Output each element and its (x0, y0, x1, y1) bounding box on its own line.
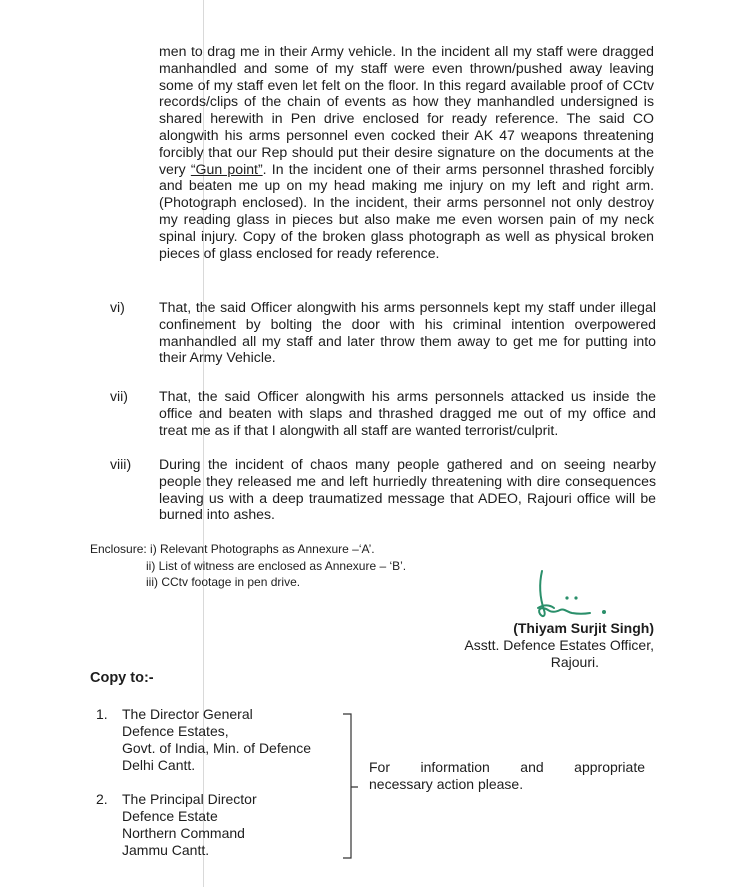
recipient-line: Govt. of India, Min. of Defence (122, 740, 312, 756)
recipient-line: The Principal Director (122, 791, 257, 807)
handwritten-signature (534, 568, 614, 620)
recipient-2 (96, 791, 356, 859)
copy-to-heading: Copy to:- (90, 670, 154, 686)
note-word: and (520, 759, 544, 775)
list-item-vii (110, 388, 656, 438)
enclosure-label: Enclosure: (90, 542, 147, 556)
enclosure-line: i) Relevant Photographs as Annexure –‘A’. (150, 542, 375, 556)
enclosure-list (90, 541, 406, 591)
recipient-number: 1. (96, 706, 108, 722)
item-number: viii) (110, 456, 132, 472)
item-number: vii) (110, 388, 129, 404)
item-text: That, the said Officer alongwith his arms personnels kept my staff under illegal confinement by bolting the door with his criminal intention overpowered manhandled all my staff and later throw them away to get me for putting into their Army Vehicle. (159, 299, 656, 366)
continuation-text-2: . In the incident one of their arms personnel thrashed forcibly and beaten me up on my head making me injury on my left and right arm. (Photograph enclosed). In the incident, their arms personnel not only destroy my reading glass in pieces but also make me even worsen pain of my neck spinal injury. Copy of the broken glass photograph as well as physical broken pieces of glass enclosed for ready reference. (159, 160, 654, 261)
item-number: vi) (110, 299, 125, 315)
continuation-paragraph (159, 43, 654, 261)
note-line: necessary action please. (369, 776, 524, 792)
curly-bracket (342, 712, 360, 862)
recipient-line: The Director General (122, 706, 253, 722)
enclosure-line: iii) CCtv footage in pen drive. (146, 575, 301, 589)
recipient-line: Northern Command (122, 825, 245, 841)
recipient-line: Defence Estate (122, 808, 218, 824)
signatory-designation: Asstt. Defence Estates Officer, (464, 637, 654, 653)
recipient-number: 2. (96, 791, 108, 807)
recipient-line: Jammu Cantt. (122, 842, 210, 858)
recipient-line: Defence Estates, (122, 723, 229, 739)
signature-block (440, 620, 654, 671)
gun-point-underlined: “Gun point” (190, 160, 263, 177)
list-item-viii (110, 456, 656, 523)
note-word: For (369, 759, 390, 775)
continuation-text-1: men to drag me in their Army vehicle. In the incident all my staff were dragged manhandled and some of my staff were even thrown/pushed away leaving some of my staff even let felt on the floor. In this regard available proof of CCtv records/clips of the chain of events as how they manhandled undersigned is shared herewith in Pen drive enclosed for ready reference. The said CO alongwith his arms personnel even cocked their AK 47 weapons threatening forcibly that our Rep should put their desire signature on the documents at the very (159, 43, 654, 177)
recipient-1 (96, 706, 356, 774)
note-word: information (420, 759, 490, 775)
item-text: During the incident of chaos many people gathered and on seeing nearby people they released me and left hurriedly threatening with dire consequences leaving us with a deep traumatized message that ADEO, Rajouri office will be burned into ashes. (159, 456, 656, 523)
note-word: appropriate (574, 759, 645, 775)
distribution-note (369, 759, 645, 793)
item-text: That, the said Officer alongwith his arms personnels attacked us inside the office and beaten with slaps and thrashed dragged me out of my office and treat me as if that I alongwith all staff are wanted terrorist/culprit. (159, 388, 656, 438)
signatory-name: (Thiyam Surjit Singh) (513, 620, 654, 636)
enclosure-line: ii) List of witness are enclosed as Annexure – ‘B’. (146, 558, 407, 573)
recipient-line: Delhi Cantt. (122, 757, 196, 773)
list-item-vi (110, 299, 656, 366)
signatory-place: Rajouri. (550, 654, 599, 670)
